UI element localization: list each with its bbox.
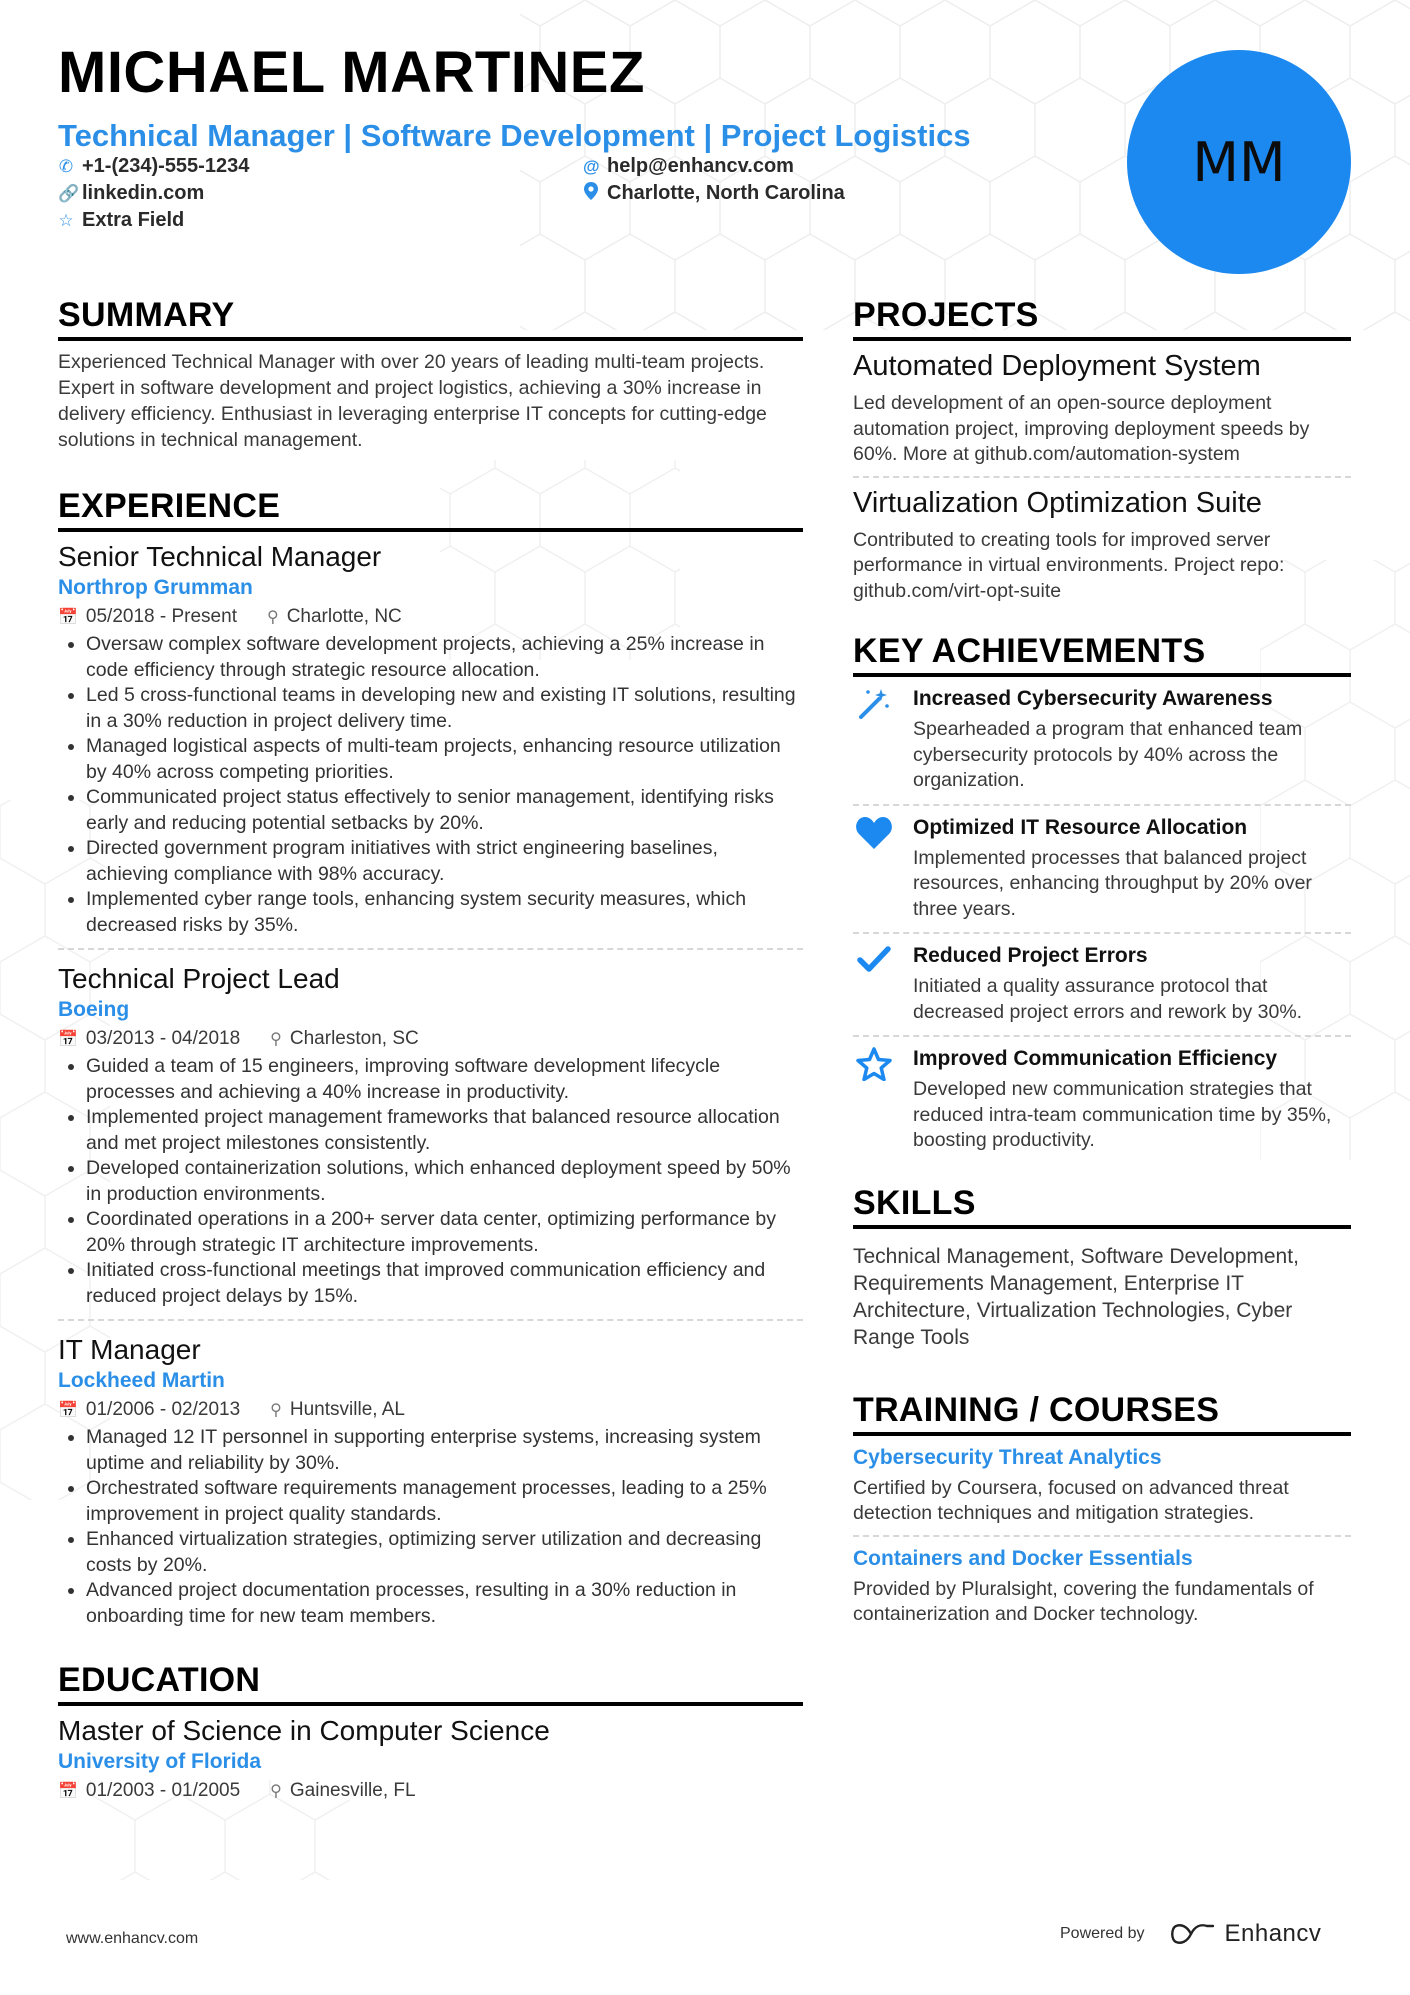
bullet-item: • Guided a team of 15 engineers, improving software development lifecycle processes and achieving a 40% increase in productivity.: [86, 1054, 803, 1105]
achievement-desc: Developed new communication strategies that reduced intra-team communication time by 35%, boosting productivity.: [913, 1078, 1332, 1151]
achievement-entry: [853, 814, 1351, 923]
company-name: Northrop Grumman: [58, 576, 253, 599]
skills-text: Technical Management, Software Development, Requirements Management, Enterprise IT Architecture, Virtualization Technologies, Cyber Range Tools: [853, 1244, 1299, 1349]
left-column: [58, 296, 803, 1806]
company-name: Boeing: [58, 998, 130, 1021]
school-name: University of Florida: [58, 1750, 262, 1773]
job-bullets: [58, 1425, 803, 1629]
job-dates: 05/2018 - Present: [85, 606, 237, 627]
bullet-item: • Directed government program initiatives with strict engineering baselines, achieving compliance with 98% accuracy.: [86, 836, 803, 887]
bullet-item: • Implemented cyber range tools, enhancing system security measures, which decreased risks by 35%.: [86, 887, 803, 938]
linkedin-text: linkedin.com: [82, 182, 205, 204]
phone-text: +1-(234)-555-1234: [82, 155, 250, 177]
experience-entry: [58, 962, 803, 1309]
job-meta: [58, 1399, 803, 1421]
project-title: Virtualization Optimization Suite: [853, 486, 1262, 519]
location-text: Charlotte, North Carolina: [607, 182, 845, 204]
job-location: Charleston, SC: [289, 1028, 419, 1049]
job-location: Huntsville, AL: [289, 1399, 406, 1420]
education-title: EDUCATION: [58, 1661, 803, 1706]
extra-field-text: Extra Field: [82, 209, 185, 231]
contact-linkedin[interactable]: [58, 182, 204, 205]
bullet-item: • Initiated cross-functional meetings that improved communication efficiency and reduced project delays by 15%.: [86, 1258, 803, 1309]
summary-title: SUMMARY: [58, 296, 803, 341]
achievement-desc: Initiated a quality assurance protocol that decreased project errors and rework by 30%.: [913, 975, 1303, 1023]
calendar-icon: 📅: [58, 1031, 78, 1048]
right-column: [853, 296, 1351, 1628]
divider: [853, 932, 1351, 934]
footer-website[interactable]: www.enhancv.com: [66, 1930, 199, 1947]
achievement-title: Reduced Project Errors: [913, 944, 1148, 967]
divider: [853, 1535, 1351, 1537]
bullet-item: • Implemented project management frameworks that balanced resource allocation and met project milestones consistently.: [86, 1105, 803, 1156]
calendar-icon: 📅: [58, 609, 78, 626]
brand-name: Enhancv: [1224, 1920, 1322, 1947]
company-name: Lockheed Martin: [58, 1369, 225, 1392]
achievement-title: Optimized IT Resource Allocation: [913, 815, 1248, 839]
candidate-name: MICHAEL MARTINEZ: [58, 40, 645, 105]
achievement-title: Improved Communication Efficiency: [913, 1047, 1278, 1070]
achievements-title: KEY ACHIEVEMENTS: [853, 632, 1351, 677]
education-location: Gainesville, FL: [289, 1780, 416, 1801]
job-title: Senior Technical Manager: [58, 541, 382, 572]
job-title: IT Manager: [58, 1334, 201, 1365]
achievement-entry: [853, 1045, 1351, 1154]
job-meta: [58, 606, 803, 628]
degree: Master of Science in Computer Science: [58, 1715, 550, 1746]
calendar-icon: 📅: [58, 1402, 78, 1419]
bullet-item: • Communicated project status effectively to senior management, identifying risks early and reducing potential setbacks by 20%.: [86, 785, 803, 836]
projects-title: PROJECTS: [853, 296, 1351, 341]
bullet-item: • Enhanced virtualization strategies, optimizing server utilization and decreasing costs by 20%.: [86, 1527, 803, 1578]
skills-title: SKILLS: [853, 1184, 1351, 1229]
project-desc: Led development of an open-source deployment automation project, improving deployment speeds by 60%. More at github.com/automation-system: [853, 392, 1310, 465]
bullet-item: • Led 5 cross-functional teams in developing new and existing IT solutions, resulting in a 30% reduction in project delivery time.: [86, 683, 803, 734]
course-entry: [853, 1444, 1351, 1527]
project-entry: [853, 349, 1351, 468]
at-icon: @: [583, 156, 600, 176]
footer-branding: [1060, 1920, 1321, 1948]
divider: [853, 804, 1351, 806]
bullet-item: • Advanced project documentation processes, resulting in a 30% reduction in onboarding time for new team members.: [86, 1578, 803, 1629]
star-icon: ☆: [58, 210, 74, 230]
enhancv-logo-icon: [1169, 1922, 1215, 1946]
training-title: TRAINING / COURSES: [853, 1391, 1351, 1436]
avatar: [1127, 50, 1351, 274]
course-title: Cybersecurity Threat Analytics: [853, 1445, 1162, 1469]
summary-text: Experienced Technical Manager with over 20 years of leading multi-team projects. Expert in software development and project logistics, achieving a 30% increase in delivery efficiency. Enthusiast in leveraging enterprise IT concepts for cutting-edge solutions in technical management.: [58, 351, 767, 451]
contact-location: [583, 182, 845, 205]
powered-by-text: Powered by: [1060, 1925, 1145, 1942]
bullet-item: • Orchestrated software requirements management processes, leading to a 25% improvement in project quality standards.: [86, 1476, 803, 1527]
course-title: Containers and Docker Essentials: [853, 1546, 1193, 1570]
course-desc: Certified by Coursera, focused on advanced threat detection techniques and mitigation strategies.: [853, 1476, 1289, 1524]
job-dates: 01/2006 - 02/2013: [85, 1399, 241, 1420]
experience-entry: [58, 1333, 803, 1629]
experience-entry: [58, 540, 803, 938]
location-icon: ⚲: [270, 1402, 282, 1419]
avatar-initials: MM: [1192, 130, 1286, 194]
divider: [853, 476, 1351, 478]
divider: [853, 1035, 1351, 1037]
brand-logo[interactable]: [1169, 1920, 1322, 1948]
headline: Technical Manager | Software Development | Project Logistics: [58, 118, 971, 153]
contact-extra: [58, 209, 184, 232]
job-meta: [58, 1028, 803, 1050]
divider: [58, 1319, 803, 1321]
achievement-title: Increased Cybersecurity Awareness: [913, 687, 1273, 710]
project-desc: Contributed to creating tools for improved server performance in virtual environments. Project repo: github.com/virt-opt-suite: [853, 528, 1285, 602]
project-title: Automated Deployment System: [853, 350, 1261, 382]
contact-email[interactable]: [583, 155, 794, 178]
course-desc: Provided by Pluralsight, covering the fundamentals of containerization and Docker technology.: [853, 1577, 1314, 1625]
heart-icon: [853, 814, 895, 923]
education-meta: [58, 1780, 803, 1802]
bullet-item: • Developed containerization solutions, which enhanced deployment speed by 50% in production environments.: [86, 1156, 803, 1207]
job-bullets: [58, 632, 803, 938]
divider: [58, 948, 803, 950]
course-entry: [853, 1545, 1351, 1628]
bullet-item: • Coordinated operations in a 200+ server data center, optimizing performance by 20% through strategic IT architecture improvements.: [86, 1207, 803, 1258]
calendar-icon: 📅: [58, 1783, 78, 1800]
job-dates: 03/2013 - 04/2018: [85, 1028, 241, 1049]
job-location: Charlotte, NC: [286, 606, 402, 627]
achievement-desc: Spearheaded a program that enhanced team cybersecurity protocols by 40% across the organization.: [913, 718, 1303, 791]
location-icon: ⚲: [270, 1031, 282, 1048]
education-dates: 01/2003 - 01/2005: [85, 1780, 241, 1801]
location-icon: [583, 182, 599, 205]
bullet-item: • Oversaw complex software development projects, achieving a 25% increase in code efficiency through strategic resource allocation.: [86, 632, 803, 683]
achievement-entry: [853, 685, 1351, 794]
achievement-entry: [853, 942, 1351, 1025]
check-icon: [853, 942, 895, 1025]
bullet-item: • Managed logistical aspects of multi-team projects, enhancing resource utilization by 40% across competing priorities.: [86, 734, 803, 785]
project-entry: [853, 486, 1351, 605]
bullet-item: • Managed 12 IT personnel in supporting enterprise systems, increasing system uptime and reliability by 30%.: [86, 1425, 803, 1476]
location-icon: ⚲: [270, 1783, 282, 1800]
link-icon: 🔗: [58, 183, 80, 203]
job-bullets: [58, 1054, 803, 1309]
job-title: Technical Project Lead: [58, 963, 340, 994]
magic-wand-icon: [853, 685, 895, 794]
phone-icon: ✆: [58, 156, 74, 176]
email-text: help@enhancv.com: [607, 155, 794, 177]
experience-title: EXPERIENCE: [58, 487, 803, 532]
contact-phone[interactable]: [58, 155, 249, 178]
location-icon: ⚲: [266, 609, 279, 626]
education-entry: [58, 1714, 803, 1802]
achievement-desc: Implemented processes that balanced project resources, enhancing throughput by 20% over three years.: [913, 846, 1312, 920]
star-icon: [853, 1045, 895, 1154]
